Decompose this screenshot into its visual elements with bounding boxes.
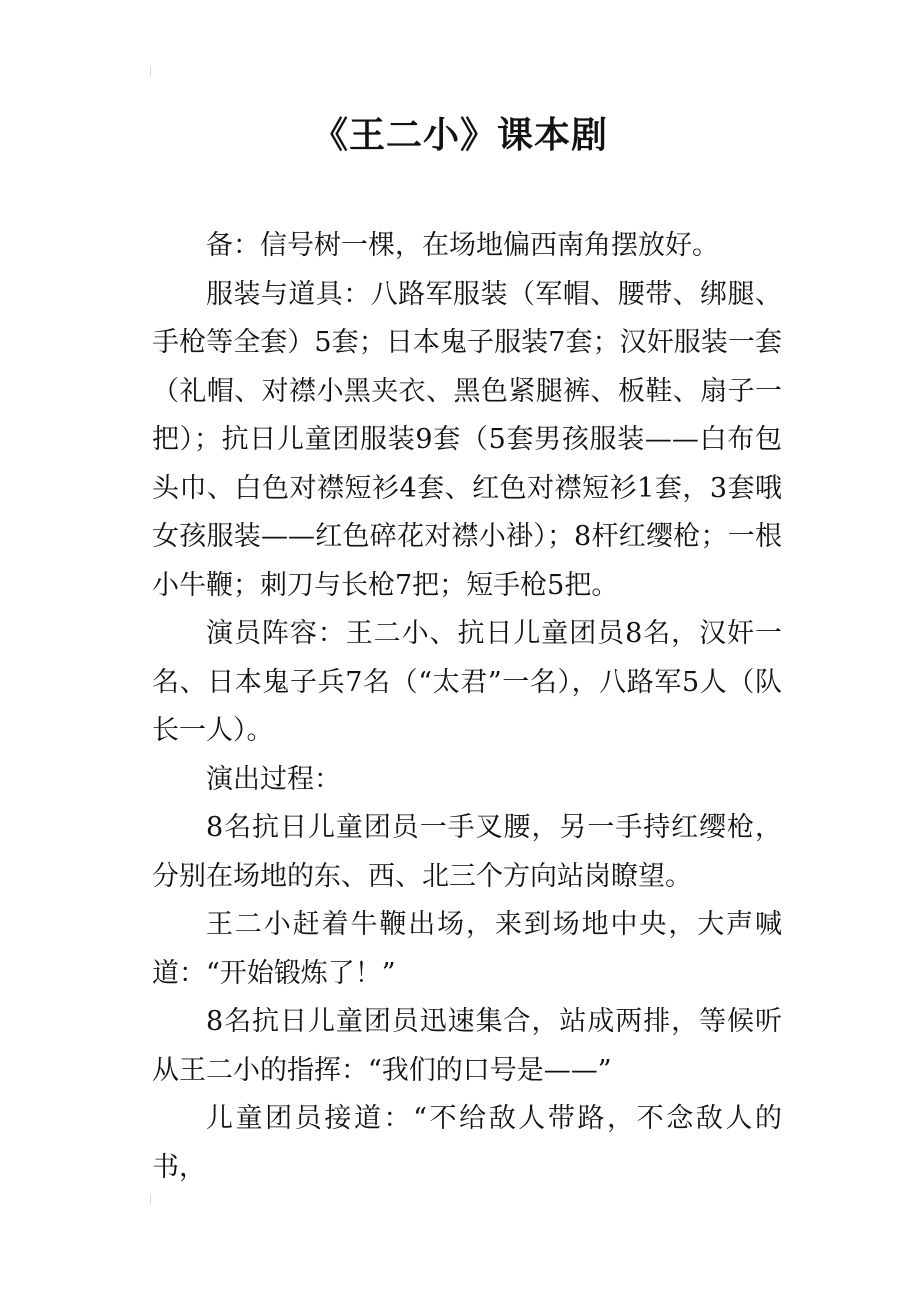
paragraph-scene-1: 8名抗日儿童团员一手叉腰，另一手持红缨枪，分别在场地的东、西、北三个方向站岗瞭望。 <box>152 812 782 892</box>
paragraph-scene-3: 8名抗日儿童团员迅速集合，站成两排，等候听从王二小的指挥：“我们的口号是——” <box>152 1006 782 1086</box>
document-body <box>152 222 782 1192</box>
paragraph-scene-2: 王二小赶着牛鞭出场，来到场地中央，大声喊道：“开始锻炼了！” <box>152 909 782 989</box>
paragraph-process-heading: 演出过程： <box>206 763 341 795</box>
paragraph-scene-4: 儿童团员接道：“不给敌人带路，不念敌人的书， <box>152 1103 782 1183</box>
paragraph-cast: 演员阵容：王二小、抗日儿童团员8名，汉奸一名、日本鬼子兵7名（“太君”一名），八路军5人（队长一人）。 <box>152 618 782 746</box>
page-corner-mark <box>150 66 157 76</box>
paragraph-costumes: 服装与道具：八路军服装（军帽、腰带、绑腿、手枪等全套）5套；日本鬼子服装7套；汉奸服装一套（礼帽、对襟小黑夹衣、黑色紧腿裤、板鞋、扇子一把）；抗日儿童团服装9套（5套男孩服装——白布包头巾、白色对襟短衫4套、红色对襟短衫1套，3套哦女孩服装——红色碎花对襟小褂）；8杆红缨枪；一根小牛鞭；刺刀与长枪7把；短手枪5把。 <box>152 278 782 601</box>
page-corner-mark <box>150 1194 157 1204</box>
document-title: 《王二小》课本剧 <box>311 115 608 156</box>
paragraph-props-note: 备：信号树一棵，在场地偏西南角摆放好。 <box>206 230 719 261</box>
